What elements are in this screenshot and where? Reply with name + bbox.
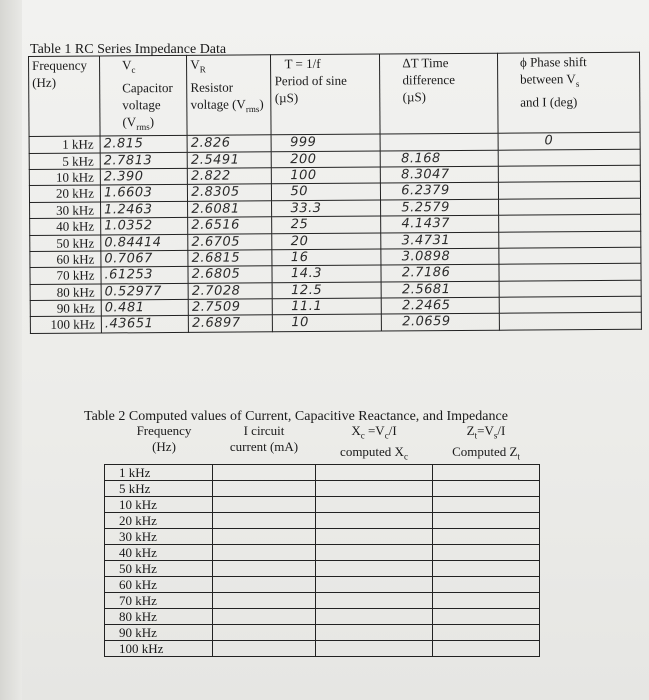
row-resistor-voltage: 2.8305 [188,184,272,201]
table2-row [105,561,540,577]
table2-title: Table 2 Computed values of Current, Capacitive Reactance, and Impedance [84,409,508,424]
row-period: 10 [273,315,382,332]
row-time-difference: 5.2579 [381,199,499,216]
row-reactance-input[interactable] [316,529,433,545]
header-vr-sub: R [199,64,206,75]
header-vc-unit: (V [122,113,137,129]
row-period: 33.3 [272,200,381,217]
t2-header-zt-sub: t [474,430,478,441]
row-frequency: 80 kHz [105,609,213,625]
header-vc-unit-sub: rms [136,121,150,132]
row-impedance-input[interactable] [433,561,540,577]
row-frequency: 70 kHz [105,593,213,609]
row-period: 25 [272,216,381,233]
header-frequency [29,56,101,137]
row-frequency: 20 kHz [105,513,213,529]
t2-header-xc-eq2: /I [388,423,397,438]
table2-row [105,529,540,545]
row-reactance-input[interactable] [316,561,433,577]
row-time-difference: 2.2465 [382,297,500,314]
row-impedance-input[interactable] [433,625,540,641]
row-time-difference: 2.0659 [382,314,500,331]
row-frequency: 60 kHz [30,251,101,268]
paper-edge-shadow [0,0,22,700]
row-frequency: 1 kHz [29,136,100,153]
row-time-difference: 4.1437 [381,215,499,232]
row-frequency: 40 kHz [105,545,213,561]
row-reactance-input[interactable] [316,593,433,609]
row-current-input[interactable] [213,529,316,545]
t2-header-zt-symbol: Z [466,423,475,438]
row-resistor-voltage: 2.826 [187,135,271,152]
t2-header-xc-sub: c [360,430,365,441]
rc-impedance-data-table [28,52,642,334]
t2-header-frequency-unit: (Hz) [152,439,176,454]
header-period-formula: T = 1/f [284,55,321,72]
row-period: 100 [272,167,381,184]
row-reactance-input[interactable] [316,465,433,481]
row-current-input[interactable] [213,641,316,657]
row-frequency: 80 kHz [30,284,101,301]
row-time-difference: 8.3047 [381,166,499,183]
row-current-input[interactable] [213,465,316,481]
row-impedance-input[interactable] [433,529,540,545]
header-resistor-voltage [187,55,272,136]
row-frequency: 30 kHz [30,202,101,219]
t2-header-zt-sub2: s [493,430,498,441]
table2-row [105,641,540,657]
row-capacitor-voltage: 2.390 [100,168,187,185]
table2-row [105,465,540,481]
row-capacitor-voltage: 0.52977 [101,283,188,300]
row-impedance-input[interactable] [433,545,540,561]
row-phase-shift [499,264,641,281]
header-phase-shift [497,52,640,133]
t2-header-frequency [105,423,213,465]
t2-header-xc-label-sub: c [403,451,408,462]
header-vc-sub: c [131,64,136,75]
row-current-input[interactable] [213,545,316,561]
row-reactance-input[interactable] [316,497,433,513]
row-current-input[interactable] [213,481,316,497]
row-current-input[interactable] [213,609,316,625]
row-capacitor-voltage: 2.815 [100,136,187,153]
header-period-label: Period of sine [274,72,347,89]
row-period: 16 [272,249,381,266]
header-phase-unit: and I (deg) [520,93,578,110]
header-dt-unit: (µS) [402,89,427,105]
row-phase-shift: 0 [498,132,640,149]
row-period: 11.1 [273,298,382,315]
header-vc-label: Capacitor [122,79,173,95]
row-capacitor-voltage: 0.7067 [101,250,188,267]
row-period: 12.5 [273,282,382,299]
t2-header-xc-eq: =V [364,423,385,438]
row-capacitor-voltage: 2.7813 [100,152,187,169]
row-period: 20 [272,233,381,250]
row-frequency: 30 kHz [105,529,213,545]
header-vr-symbol: V [190,56,200,72]
header-vc-symbol: V [121,57,132,73]
row-time-difference: 3.0898 [381,248,499,265]
row-period: 999 [272,134,381,151]
row-frequency: 50 kHz [105,561,213,577]
t2-header-zt-label-sub: t [517,451,520,462]
row-resistor-voltage: 2.6516 [188,217,272,234]
row-resistor-voltage: 2.6815 [188,250,272,267]
row-frequency: 70 kHz [30,267,101,284]
row-resistor-voltage: 2.6805 [188,266,272,283]
row-frequency: 90 kHz [105,625,213,641]
row-reactance-input[interactable] [316,513,433,529]
t2-header-zt-eq: =V [477,423,494,438]
row-frequency: 50 kHz [30,235,101,252]
t2-header-zt-eq2: /I [497,423,506,438]
row-period: 14.3 [272,265,381,282]
row-capacitor-voltage: .61253 [101,267,188,284]
header-vr-unit-sub: rms [245,103,260,114]
row-reactance-input[interactable] [316,609,433,625]
header-period-unit: (µS) [274,90,299,106]
header-capacitor-voltage [99,55,187,136]
t2-header-frequency-label: Frequency [136,423,192,438]
row-frequency: 90 kHz [30,300,101,317]
table2-row [105,609,540,625]
table1-title: Table 1 RC Series Impedance Data [30,42,227,57]
row-frequency: 100 kHz [105,641,213,657]
table1-body [29,132,641,333]
table2-row [105,545,540,561]
row-phase-shift [499,247,641,264]
table2-row [105,593,540,609]
row-resistor-voltage: 2.7028 [188,283,272,300]
header-frequency-label: Frequency [32,57,87,73]
row-period: 200 [272,151,381,168]
table2-row [105,481,540,497]
row-phase-shift [499,231,641,248]
row-phase-shift [498,182,640,199]
t2-header-impedance [433,423,540,465]
row-phase-shift [498,149,640,166]
table2-row [105,577,540,593]
t2-header-xc-symbol: X [351,423,361,438]
row-current-input[interactable] [213,577,316,593]
header-vr-unit: voltage (V [190,96,246,112]
row-reactance-input[interactable] [316,625,433,641]
row-impedance-input[interactable] [433,497,540,513]
header-phase-sub: s [575,78,580,89]
header-vc-unit-end: ) [149,113,155,129]
row-time-difference: 2.5681 [381,281,499,298]
row-frequency: 5 kHz [105,481,213,497]
row-resistor-voltage: 2.5491 [187,151,271,168]
t2-header-xc-label: computed X [340,443,404,459]
row-period: 50 [272,183,381,200]
row-phase-shift [498,198,640,215]
row-resistor-voltage: 2.822 [188,168,272,185]
t2-header-current-unit: current (mA) [229,439,299,454]
row-frequency: 20 kHz [29,185,100,202]
table2-row [105,513,540,529]
row-capacitor-voltage: 0.481 [101,299,188,316]
row-current-input[interactable] [213,561,316,577]
table2-header-row [105,423,540,465]
row-impedance-input[interactable] [433,609,540,625]
header-frequency-unit: (Hz) [32,74,57,90]
row-frequency: 100 kHz [30,316,101,333]
header-vr-unit-end: ) [259,95,264,111]
computed-values-table [104,423,540,657]
row-capacitor-voltage: 1.0352 [101,218,188,235]
row-phase-shift [499,214,641,231]
row-frequency: 5 kHz [29,153,100,170]
row-frequency: 60 kHz [105,577,213,593]
table2-body [105,465,540,657]
row-frequency: 40 kHz [30,218,101,235]
row-time-difference: 8.168 [380,150,498,167]
header-phase-label2: between V [520,71,576,87]
header-phase-label: ϕ Phase shift [519,54,587,70]
row-resistor-voltage: 2.6897 [189,315,273,332]
row-impedance-input[interactable] [433,593,540,609]
row-phase-shift [499,313,641,330]
row-impedance-input[interactable] [433,513,540,529]
row-impedance-input[interactable] [433,577,540,593]
row-reactance-input[interactable] [316,641,433,657]
row-resistor-voltage: 2.7509 [188,299,272,316]
row-capacitor-voltage: 1.6603 [100,185,187,202]
row-reactance-input[interactable] [316,545,433,561]
header-vr-label: Resistor [190,79,234,95]
row-frequency: 10 kHz [105,497,213,513]
header-vc-label2: voltage [122,96,161,112]
t2-header-current-label: I circuit [243,423,285,438]
t2-header-zt-label: Computed Z [452,443,518,459]
table2-row [105,625,540,641]
row-current-input[interactable] [213,497,316,513]
row-impedance-input[interactable] [433,481,540,497]
t2-header-xc-sub2: c [384,430,389,441]
row-current-input[interactable] [213,513,316,529]
row-impedance-input[interactable] [433,641,540,657]
table2-row [105,497,540,513]
row-reactance-input[interactable] [316,481,433,497]
row-phase-shift [499,280,641,297]
row-current-input[interactable] [213,593,316,609]
row-capacitor-voltage: 1.2463 [101,201,188,218]
row-time-difference: 3.4731 [381,232,499,249]
row-time-difference [380,133,498,150]
row-capacitor-voltage: .43651 [101,316,188,333]
row-capacitor-voltage: 0.84414 [101,234,188,251]
row-reactance-input[interactable] [316,577,433,593]
header-dt-label2: difference [402,72,455,88]
row-phase-shift [498,165,640,182]
row-time-difference: 2.7186 [381,265,499,282]
row-resistor-voltage: 2.6081 [188,201,272,218]
header-period [271,54,380,135]
row-frequency: 1 kHz [105,465,213,481]
row-impedance-input[interactable] [433,465,540,481]
row-time-difference: 6.2379 [381,183,499,200]
row-resistor-voltage: 2.6705 [188,233,272,250]
row-phase-shift [499,296,641,313]
header-time-difference [380,53,498,134]
row-frequency: 10 kHz [29,169,100,186]
t2-header-current [213,423,316,465]
row-current-input[interactable] [213,625,316,641]
table1-header-row [29,52,641,136]
t2-header-reactance [316,423,433,465]
header-dt-label: ΔT Time [402,55,449,71]
